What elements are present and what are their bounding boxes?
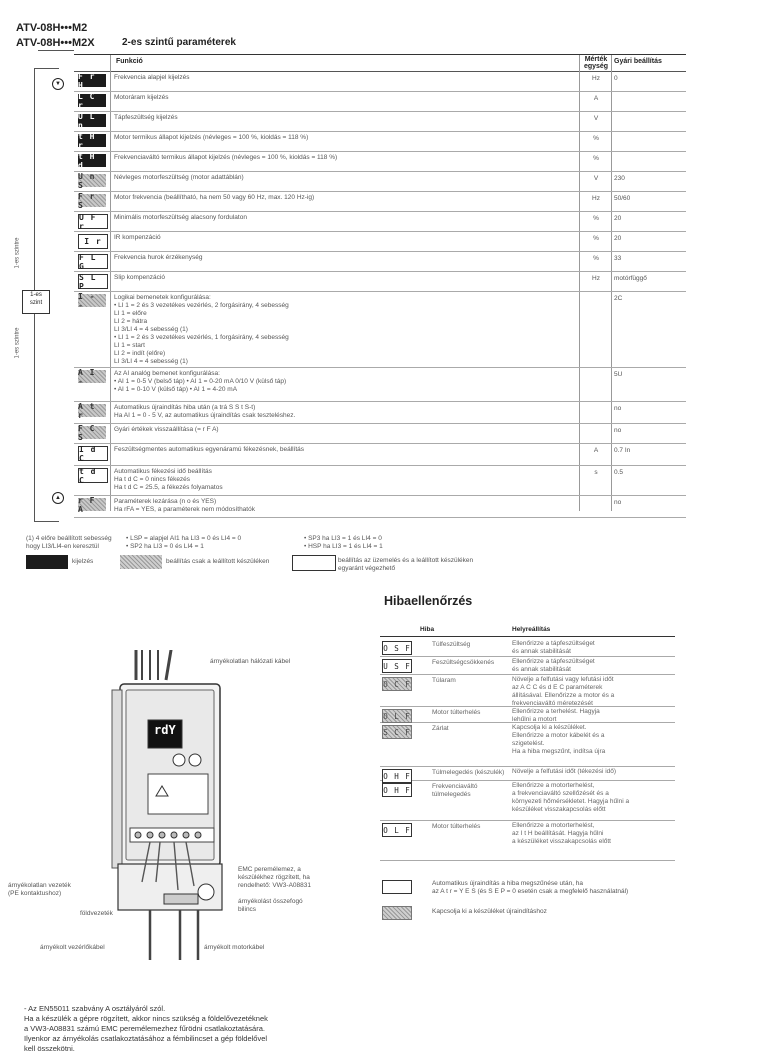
fault-code: O H F	[382, 769, 412, 783]
parameter-row[interactable]	[74, 91, 686, 112]
fault-remedy: Ellenőrizze a motorterhelést, a frekvenciaváltó szellőzését és a környezeti hőmérsékletet. Hagyja hűlni a készüléket visszakapcsolás előtt	[512, 782, 630, 813]
legend-white-label: beállítás az üzemelés és a leállított készüléken egyaránt végezhető	[338, 557, 474, 572]
parameter-factory-value: 2C	[614, 295, 623, 302]
parameter-code: F C S	[78, 426, 106, 439]
col-fix: Helyreállítás	[512, 626, 551, 633]
parameter-row[interactable]	[74, 111, 686, 132]
parameter-code: t H r	[78, 134, 106, 147]
fault-row	[380, 766, 675, 781]
parameter-function: Frekvencia alapjel kijelzés	[114, 74, 190, 81]
parameter-function: Névleges motorfeszültség (motor adattáblán)	[114, 174, 244, 181]
parameter-row[interactable]	[74, 465, 686, 496]
parameter-unit: %	[593, 235, 599, 242]
parameter-unit: Hz	[592, 195, 600, 202]
parameter-function: IR kompenzáció	[114, 234, 161, 241]
parameter-function: Slip kompenzáció	[114, 274, 165, 281]
parameter-row[interactable]	[74, 291, 686, 368]
parameter-table-header	[74, 55, 686, 72]
parameter-row[interactable]	[74, 251, 686, 272]
parameter-function: Logikai bemenetek konfigurálása: • LI 1 = 2 és 3 vezetékes vezérlés, 2 forgásirány, 4 sebesség LI 1 = előre LI 2 = hátra LI 3/LI 4 = 4 sebesség (1) • LI 1 = 2 és 3 vezetékes vezérlés, 1 forgásirány, 4 sebesség LI 1 = start LI 2 = indít (előre) LI 3/LI 4 = 4 sebesség (1)	[114, 294, 289, 365]
parameter-function: Az AI analóg bemenet konfigurálása: • AI 1 = 0-5 V (belső táp) • AI 1 = 0-20 mA 0/10 V (külső táp) • AI 1 = 0-10 V (külső táp) • AI 1 = 4-20 mA	[114, 370, 287, 393]
parameter-code: I r	[78, 234, 108, 249]
parameter-unit: V	[593, 115, 599, 122]
fault-table-header	[380, 624, 675, 637]
fault-remedy: Ellenőrizze a tápfeszültséget és annak stabilitását	[512, 640, 595, 655]
parameter-factory-value: 33	[614, 255, 622, 262]
parameter-unit: Hz	[592, 75, 600, 82]
col-unit: Mérték egység	[583, 56, 609, 70]
fault-row	[380, 656, 675, 675]
parameter-factory-value: 20	[614, 215, 622, 222]
parameter-function: Motor frekvencia (beállítható, ha nem 50 vagy 60 Hz, max. 120 Hz-ig)	[114, 194, 315, 201]
fault-cause: Túlaram	[432, 677, 456, 684]
col-fault: Hiba	[420, 626, 435, 633]
parameter-unit: %	[593, 215, 599, 222]
parameter-code: A t r	[78, 404, 106, 417]
parameter-unit: A	[593, 447, 599, 454]
fault-legend-white: Automatikus újraindítás a hiba megszűnése után, ha az A t r = Y E S (és S E P = 0 esetén csak a megfelelő használatnál)	[432, 880, 629, 895]
parameter-unit: %	[593, 155, 599, 162]
fault-code: O H F	[382, 783, 412, 797]
parameter-row[interactable]	[74, 71, 686, 92]
parameter-factory-value: 0.7 In	[614, 447, 631, 454]
fault-code: O C F	[382, 677, 412, 691]
label-clamp: árnyékolást összefogó bilincs	[238, 898, 303, 913]
parameter-function: Gyári értékek visszaállítása (= r F A)	[114, 426, 219, 433]
parameter-unit: s	[594, 469, 598, 476]
fault-remedy: Kapcsolja ki a készüléket. Ellenőrizze a motor kábelét és a szigetelést. Ha a hiba megszűnt, indítsa újra	[512, 724, 606, 755]
parameter-row[interactable]	[74, 423, 686, 444]
parameter-code: S L P	[78, 274, 108, 289]
parameter-factory-value: no	[614, 499, 622, 506]
legend-white-swatch	[292, 555, 336, 571]
parameter-code: I d C	[78, 446, 108, 461]
parameter-code: F r H	[78, 74, 106, 87]
fault-remedy: Ellenőrizze a terhelést. Hagyja lehűlni a motort	[512, 708, 600, 723]
model-title-2: ATV-08H•••M2X	[16, 37, 95, 49]
fault-legend-grey-box	[382, 906, 412, 920]
legend-dark-label: kijelzés	[72, 558, 94, 565]
fault-cause: Motor túlterhelés	[432, 709, 481, 716]
parameter-row[interactable]	[74, 231, 686, 252]
fault-cause: Feszültségcsökkenés	[432, 659, 495, 666]
fault-table	[380, 624, 675, 867]
dimension-arrow	[38, 50, 74, 51]
fault-code: S C F	[382, 725, 412, 739]
parameter-code: t H d	[78, 154, 106, 167]
fault-remedy: Ellenőrizze a motorterhelést, az I t H beállítását. Hagyja hűlni a készüléket visszakapcsolás előtt	[512, 822, 611, 845]
parameter-factory-value: 0	[614, 75, 618, 82]
parameter-code: L C r	[78, 94, 106, 107]
parameter-factory-value: motórfüggő	[614, 275, 647, 282]
speeds-list-a: • LSP = alapjel AI1 ha LI3 = 0 és LI4 = 0 • SP2 ha LI3 = 0 és LI4 = 1	[126, 535, 242, 550]
fault-row	[380, 820, 675, 861]
label-unshielded-cable: árnyékolatlan hálózati kábel	[210, 658, 291, 665]
parameter-row[interactable]	[74, 367, 686, 402]
parameter-code: F L G	[78, 254, 108, 269]
parameter-factory-value: 5U	[614, 371, 623, 378]
emc-notes: - Az EN55011 szabvány A osztályáról szól. Ha a készülék a gépre rögzített, akkor nincs szükség a földelővezetéknek a VW3-A08831 számú EMC peremélemezhez fűrödni csatlakoztatására. Ilyenkor az árnyékolás csatlakoztatásához a fémbilincset a gép földelővel kell összekötni.	[24, 1004, 268, 1053]
footnote-speeds: (1) 4 előre beállított sebesség hogy LI3/LI4-en keresztül	[26, 535, 112, 550]
parameter-function: Tápfeszültség kijelzés	[114, 114, 178, 121]
display-text: rdY	[154, 723, 176, 737]
label-shielded-control-cable: árnyékolt vezérlőkábel	[40, 944, 105, 951]
parameter-function: Paraméterek lezárása (n o és YES) Ha rFA = YES, a paraméterek nem módosíthatók	[114, 498, 255, 513]
parameter-function: Minimális motorfeszültség alacsony fordulaton	[114, 214, 247, 221]
up-arrow-button[interactable]: ▲	[52, 492, 64, 504]
col-function: Funkció	[116, 58, 143, 65]
level1-box: 1-es szint	[22, 290, 50, 314]
model-title-1: ATV-08H•••M2	[16, 22, 88, 34]
parameter-unit: A	[593, 95, 599, 102]
parameter-code: U F r	[78, 214, 108, 229]
fault-code: O S F	[382, 641, 412, 655]
down-arrow-button[interactable]: ▼	[52, 78, 64, 90]
fault-section-title: Hibaellenőrzés	[384, 594, 473, 608]
parameter-row[interactable]	[74, 401, 686, 424]
parameter-function: Frekvencia hurok érzékenység	[114, 254, 203, 261]
fault-cause: Túlmelegedés (készulék)	[432, 769, 505, 776]
side-label-top: 1-es szintre	[14, 237, 21, 269]
drive-wiring-diagram	[90, 650, 250, 960]
fault-legend-grey: Kapcsolja ki a készüléket újraindításhoz	[432, 908, 547, 915]
parameter-code: r F A	[78, 498, 106, 511]
fault-code: U S F	[382, 659, 412, 673]
parameter-row[interactable]	[74, 171, 686, 192]
side-label-bottom: 1-es szintre	[14, 327, 21, 359]
fault-code: O L F	[382, 709, 412, 723]
parameter-unit: V	[593, 175, 599, 182]
fault-cause: Motor túlterhelés	[432, 823, 481, 830]
label-pe-wire: földvezeték	[80, 910, 113, 917]
fault-code: O L F	[382, 823, 412, 837]
label-motor-cable: árnyékolt motorkábel	[204, 944, 265, 951]
speeds-list-b: • SP3 ha LI3 = 1 és LI4 = 0 • HSP ha LI3 = 1 és LI4 = 1	[304, 535, 383, 550]
legend-grey-swatch	[120, 555, 162, 569]
parameter-unit: Hz	[592, 275, 600, 282]
parameter-code: t d C	[78, 468, 108, 483]
parameter-row[interactable]	[74, 443, 686, 466]
fault-cause: Túlfeszültség	[432, 641, 471, 648]
parameter-code: F r S	[78, 194, 106, 207]
fault-row	[380, 638, 675, 657]
parameter-code: I - -	[78, 294, 106, 307]
fault-row	[380, 722, 675, 767]
fault-cause: Frekvenciaváltó túlmelegedés	[432, 783, 478, 798]
fault-cause: Zárlat	[432, 725, 449, 732]
parameter-factory-value: 20	[614, 235, 622, 242]
parameter-row[interactable]	[74, 191, 686, 212]
parameter-factory-value: no	[614, 427, 622, 434]
parameter-function: Automatikus fékezési idő beállítás Ha t d C = 0 nincs fékezés Ha t d C = 25.5, a fékezés folyamatos	[114, 468, 223, 491]
fault-row	[380, 706, 675, 723]
parameter-factory-value: 50/60	[614, 195, 631, 202]
fault-remedy: Ellenőrizze a tápfeszültséget és annak stabilitását	[512, 658, 595, 673]
page-subtitle: 2-es szintű paraméterek	[122, 37, 236, 48]
fault-row	[380, 674, 675, 707]
parameter-row[interactable]	[74, 131, 686, 152]
parameter-unit: %	[593, 135, 599, 142]
fault-remedy: Növelje a felfutási vagy lefutási időt az A C C és d E C paraméterek állításával. Ellenőrizze a motor és a frekvenciaváltó méretezését	[512, 676, 615, 707]
col-factory: Gyári beállítás	[614, 58, 662, 65]
parameter-function: Motor termikus állapot kijelzés (névleges = 100 %, kioldás = 118 %)	[114, 134, 309, 141]
parameter-function: Feszültségmentes automatikus egyenáramú fékezésnek, beállítás	[114, 446, 305, 453]
parameter-code: U n S	[78, 174, 106, 187]
parameter-factory-value: no	[614, 405, 622, 412]
parameter-factory-value: 0.5	[614, 469, 624, 476]
legend-dark-swatch	[26, 555, 68, 569]
legend-grey-label: beállítás csak a leállított készüléken	[166, 558, 270, 565]
parameter-function: Motoráram kijelzés	[114, 94, 169, 101]
label-shield-connector: árnyékolatlan vezeték (PE kontaktushoz)	[8, 882, 71, 897]
fault-row	[380, 780, 675, 821]
parameter-table	[74, 54, 686, 514]
parameter-code: U L n	[78, 114, 106, 127]
parameter-factory-value: 230	[614, 175, 625, 182]
label-emc-plate: EMC peremélemez, a készülékhez rögzített, ha rendelhető: VW3-A08831	[238, 866, 311, 889]
fault-remedy: Növelje a felfutási időt (tékezési idő)	[512, 768, 617, 775]
parameter-function: Automatikus újraindítás hiba után (a trá S S t S-t) Ha AI 1 = 0 - 5 V, az automatikus újraindítás csak teszteléshez.	[114, 404, 296, 419]
parameter-function: Frekvenciaváltó termikus állapot kijelzés (névleges = 100 %, kioldás = 118 %)	[114, 154, 338, 161]
drive-display	[149, 720, 181, 742]
parameter-row[interactable]	[74, 151, 686, 172]
parameter-row[interactable]	[74, 211, 686, 232]
parameter-row[interactable]	[74, 495, 686, 518]
parameter-code: A I -	[78, 370, 106, 383]
parameter-unit: %	[593, 255, 599, 262]
fault-legend-white-box	[382, 880, 412, 894]
parameter-row[interactable]	[74, 271, 686, 292]
